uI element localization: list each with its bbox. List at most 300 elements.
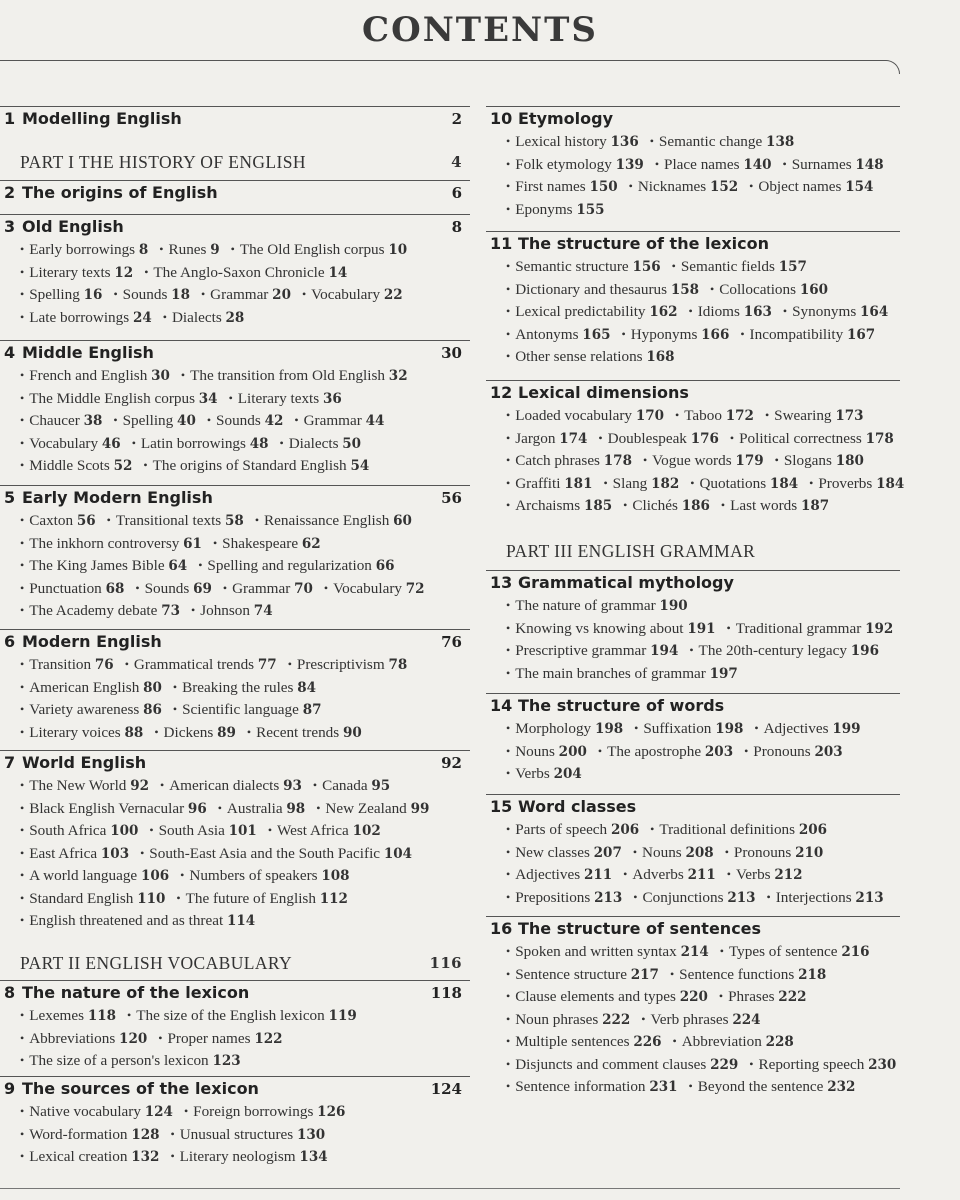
- topic-entry: [20, 1103, 173, 1120]
- topic-title: Last words: [730, 497, 798, 514]
- topic-page-number: 197: [709, 665, 738, 682]
- topic-entry: [173, 701, 322, 718]
- chapter-title: World English: [22, 753, 147, 772]
- chapter-number: 9: [4, 1079, 16, 1098]
- topic-page-number: 136: [610, 134, 639, 150]
- topic-entry: [191, 602, 273, 619]
- topic-title: Spoken and written syntax: [515, 943, 677, 960]
- topic-title: English threatened and as threat: [29, 912, 224, 929]
- topic-row: [506, 131, 900, 154]
- topic-row: [506, 1076, 900, 1099]
- bullet-icon: •: [180, 868, 185, 882]
- topic-entry: [163, 309, 245, 326]
- bullet-icon: •: [506, 721, 511, 735]
- topic-entry: [316, 800, 429, 817]
- bullet-icon: •: [20, 413, 25, 427]
- bullet-icon: •: [688, 304, 693, 318]
- topic-title: American dialects: [169, 777, 280, 794]
- topic-page-number: 106: [140, 868, 170, 884]
- topic-title: A world language: [29, 867, 138, 884]
- bullet-icon: •: [506, 743, 511, 758]
- bullet-icon: •: [506, 156, 511, 171]
- topic-title: Literary voices: [29, 723, 121, 741]
- topic-page-number: 68: [105, 580, 125, 597]
- topic-entry: [20, 845, 129, 862]
- bullet-icon: •: [124, 657, 129, 671]
- bullet-icon: •: [20, 603, 25, 617]
- chapter-number: 14: [490, 696, 513, 715]
- topic-title: Lexical predictability: [515, 303, 646, 320]
- topic-row: [506, 346, 900, 369]
- topic-row: [506, 663, 900, 686]
- topic-title: Variety awareness: [29, 701, 140, 718]
- bullet-icon: •: [749, 179, 754, 193]
- chapter-title: The structure of sentences: [518, 919, 762, 938]
- topic-title: Loaded vocabulary: [515, 407, 633, 424]
- topic-entry: [20, 777, 149, 794]
- chapter-heading: [0, 215, 470, 239]
- bullet-icon: •: [675, 408, 680, 422]
- topic-title: Object names: [758, 178, 842, 195]
- topic-page-number: 203: [814, 743, 843, 760]
- topic-title: Adjectives: [515, 866, 581, 883]
- topic-entry: [673, 1033, 794, 1050]
- topic-page-number: 22: [383, 287, 403, 303]
- topic-title: Runes: [168, 241, 207, 258]
- bullet-icon: •: [628, 179, 633, 193]
- topic-page-number: 186: [681, 498, 710, 514]
- topic-page-number: 229: [710, 1056, 739, 1073]
- topic-entry: [268, 822, 381, 839]
- topic-page-number: 103: [100, 845, 130, 862]
- bullet-icon: •: [316, 800, 321, 815]
- topic-entry: [20, 580, 124, 597]
- topic-page-number: 50: [342, 435, 362, 452]
- topic-title: Political correctness: [739, 429, 862, 447]
- bullet-icon: •: [506, 1011, 511, 1026]
- chapter-title: The structure of words: [518, 696, 725, 715]
- topic-page-number: 86: [143, 702, 162, 718]
- topic-title: Multiple sentences: [515, 1033, 630, 1050]
- bullet-icon: •: [158, 1030, 163, 1045]
- topic-entry: [725, 844, 824, 861]
- topic-page-number: 118: [87, 1008, 117, 1024]
- topic-title: Chaucer: [29, 412, 80, 429]
- topic-page-number: 174: [559, 430, 588, 447]
- topic-row: [20, 455, 470, 478]
- topic-page-number: 130: [296, 1126, 326, 1143]
- topic-page-number: 211: [583, 867, 613, 883]
- topic-entry: [629, 178, 739, 195]
- topic-page-number: 152: [709, 179, 739, 195]
- topic-title: Knowing vs knowing about: [515, 619, 684, 637]
- bullet-icon: •: [176, 890, 181, 905]
- topic-entry: [20, 679, 162, 696]
- topic-entry: [171, 1126, 326, 1143]
- bullet-icon: •: [782, 304, 788, 318]
- topic-page-number: 138: [766, 134, 795, 150]
- topic-row: [506, 1054, 900, 1077]
- bullet-icon: •: [279, 435, 284, 450]
- chapter-page-number: 92: [441, 754, 462, 772]
- topic-title: Unusual structures: [179, 1125, 294, 1143]
- bullet-icon: •: [20, 287, 25, 301]
- topic-page-number: 191: [687, 620, 716, 637]
- topic-entry: [20, 1126, 160, 1143]
- bullet-icon: •: [688, 1079, 693, 1093]
- topic-row: [506, 618, 900, 641]
- topic-title: Caxton: [29, 512, 74, 529]
- bullet-icon: •: [749, 1056, 754, 1071]
- topic-page-number: 20: [272, 287, 291, 303]
- topic-row: [506, 199, 900, 222]
- topic-row: [506, 495, 900, 518]
- chapter-block: [486, 794, 900, 909]
- bullet-icon: •: [641, 1011, 646, 1026]
- topic-page-number: 165: [582, 326, 611, 343]
- bullet-icon: •: [506, 844, 511, 859]
- bullet-icon: •: [506, 326, 511, 341]
- topic-title: Renaissance English: [264, 512, 390, 529]
- chapter-number: 13: [490, 573, 513, 592]
- topic-entry: [158, 1030, 282, 1047]
- topic-title: The King James Bible: [29, 557, 165, 574]
- topic-page-number: 168: [646, 349, 675, 365]
- topic-entry: [125, 656, 277, 673]
- bullet-icon: •: [206, 413, 212, 427]
- bullet-icon: •: [506, 643, 511, 657]
- topic-entry: [623, 866, 716, 883]
- topic-title: The transition from Old English: [190, 367, 385, 384]
- topic-page-number: 101: [228, 823, 257, 839]
- bullet-icon: •: [170, 1126, 175, 1141]
- topic-title: Nouns: [515, 742, 555, 760]
- topic-page-number: 156: [632, 259, 661, 275]
- chapter-title: Early Modern English: [22, 488, 213, 507]
- bullet-icon: •: [20, 242, 25, 256]
- topic-entry: [506, 1033, 662, 1050]
- topic-title: Punctuation: [29, 579, 102, 597]
- bullet-icon: •: [323, 580, 329, 595]
- chapter-heading: [486, 795, 900, 819]
- bullet-icon: •: [633, 889, 638, 904]
- topic-page-number: 28: [225, 309, 245, 326]
- topic-title: Traditional definitions: [659, 821, 796, 838]
- topic-entry: [655, 156, 772, 173]
- bullet-icon: •: [726, 620, 731, 635]
- chapter-number: 12: [490, 383, 513, 402]
- topic-page-number: 158: [670, 281, 700, 298]
- bullet-icon: •: [20, 679, 25, 694]
- bullet-icon: •: [506, 966, 511, 981]
- topic-page-number: 99: [410, 800, 430, 817]
- topic-title: Catch phrases: [515, 452, 600, 469]
- topic-list: [486, 256, 900, 369]
- topic-page-number: 12: [114, 264, 134, 281]
- topic-page-number: 100: [110, 823, 139, 839]
- bullet-icon: •: [774, 453, 779, 467]
- topic-title: Suffixation: [643, 720, 712, 737]
- topic-title: Slogans: [783, 452, 832, 469]
- topic-entry: [672, 258, 807, 275]
- topic-page-number: 199: [832, 721, 861, 737]
- topic-list: [486, 131, 900, 221]
- topic-title: Recent trends: [256, 723, 340, 741]
- topic-row: [20, 1050, 470, 1073]
- topic-entry: [506, 281, 699, 298]
- topic-entry: [754, 720, 860, 737]
- topic-title: Verbs: [736, 866, 771, 883]
- topic-title: Grammar: [232, 579, 291, 597]
- topic-row: [20, 284, 470, 307]
- topic-entry: [20, 724, 143, 741]
- bullet-icon: •: [782, 156, 787, 171]
- topic-title: Black English Vernacular: [29, 799, 185, 817]
- topic-entry: [765, 407, 864, 424]
- topic-title: Dialects: [288, 434, 339, 452]
- chapter-page-number: 4: [451, 153, 462, 171]
- topic-entry: [506, 720, 623, 737]
- topic-entry: [506, 765, 582, 782]
- bullet-icon: •: [650, 822, 655, 836]
- chapter-page-number: 8: [451, 218, 462, 236]
- topic-list: [0, 239, 470, 329]
- topic-title: Adverbs: [632, 866, 684, 883]
- bullet-icon: •: [198, 558, 203, 572]
- topic-title: Semantic structure: [515, 258, 629, 275]
- topic-page-number: 74: [253, 603, 273, 619]
- topic-page-number: 196: [850, 643, 879, 659]
- topic-page-number: 150: [589, 179, 618, 195]
- topic-entry: [650, 821, 827, 838]
- topic-page-number: 178: [603, 453, 632, 469]
- topic-entry: [20, 557, 187, 574]
- bullet-icon: •: [217, 800, 222, 815]
- topic-entry: [313, 777, 390, 794]
- topic-entry: [160, 777, 302, 794]
- bullet-icon: •: [20, 580, 25, 595]
- topic-title: Proper names: [167, 1029, 251, 1047]
- topic-entry: [20, 1007, 116, 1024]
- topic-title: Vocabulary: [29, 434, 99, 452]
- topic-title: Transition: [29, 656, 92, 673]
- topic-title: Dictionary and thesaurus: [515, 280, 668, 298]
- topic-page-number: 30: [151, 368, 170, 384]
- topic-entry: [20, 1030, 147, 1047]
- topic-page-number: 200: [558, 743, 587, 760]
- topic-list: [486, 595, 900, 685]
- topic-page-number: 80: [143, 679, 162, 696]
- topic-page-number: 208: [685, 844, 714, 861]
- topic-entry: [689, 642, 879, 659]
- chapter-block: [0, 214, 470, 329]
- topic-page-number: 167: [846, 326, 876, 343]
- chapter-heading: [486, 571, 900, 595]
- topic-page-number: 213: [594, 889, 623, 906]
- topic-page-number: 231: [649, 1079, 678, 1095]
- topic-list: [0, 1005, 470, 1073]
- topic-title: Incompatibility: [749, 325, 844, 343]
- topic-page-number: 114: [227, 913, 256, 929]
- topic-page-number: 60: [393, 513, 412, 529]
- topic-page-number: 8: [138, 242, 149, 258]
- bullet-icon: •: [710, 281, 715, 296]
- topic-title: Literary texts: [29, 263, 111, 281]
- bullet-icon: •: [506, 179, 511, 193]
- topic-row: [20, 775, 470, 798]
- topic-title: Pronouns: [753, 742, 811, 760]
- topic-row: [506, 256, 900, 279]
- topic-page-number: 206: [610, 822, 640, 838]
- topic-entry: [20, 390, 218, 407]
- topic-page-number: 163: [743, 304, 772, 320]
- topic-page-number: 70: [294, 580, 313, 597]
- topic-entry: [20, 435, 121, 452]
- bullet-icon: •: [160, 778, 165, 792]
- topic-entry: [506, 620, 716, 637]
- topic-page-number: 38: [83, 413, 103, 429]
- topic-title: The Anglo-Saxon Chronicle: [153, 263, 325, 281]
- bullet-icon: •: [127, 1008, 132, 1022]
- topic-entry: [675, 407, 754, 424]
- chapter-block: [486, 916, 900, 1099]
- topic-title: Archaisms: [515, 497, 581, 514]
- bullet-icon: •: [20, 390, 25, 405]
- topic-entry: [20, 800, 207, 817]
- topic-title: Sounds: [144, 579, 190, 597]
- bullet-icon: •: [506, 134, 511, 148]
- bullet-icon: •: [159, 242, 164, 256]
- topic-entry: [132, 435, 269, 452]
- topic-title: Native vocabulary: [29, 1103, 141, 1120]
- topic-entry: [213, 535, 321, 552]
- topic-entry: [506, 133, 639, 150]
- topic-page-number: 230: [868, 1056, 897, 1073]
- topic-row: [20, 1146, 470, 1169]
- topic-list: [0, 775, 470, 933]
- part-title: PART III ENGLISH GRAMMAR: [506, 541, 756, 561]
- topic-entry: [201, 286, 291, 303]
- topic-row: [20, 578, 470, 601]
- chapter-number: 7: [4, 753, 16, 772]
- topic-row: [506, 964, 900, 987]
- chapter-heading: [486, 232, 900, 256]
- topic-page-number: 187: [800, 498, 830, 514]
- topic-title: Spelling: [122, 412, 174, 429]
- bullet-icon: •: [183, 1104, 189, 1118]
- bullet-icon: •: [654, 156, 660, 171]
- topic-title: Jargon: [515, 429, 556, 447]
- topic-entry: [506, 497, 612, 514]
- topic-page-number: 93: [283, 778, 302, 794]
- bullet-icon: •: [506, 453, 511, 467]
- topic-page-number: 192: [865, 620, 894, 637]
- topic-title: Johnson: [200, 602, 250, 619]
- bullet-icon: •: [506, 408, 511, 422]
- bullet-icon: •: [621, 326, 626, 341]
- chapter-title: Etymology: [518, 109, 614, 128]
- chapter-block: [486, 380, 905, 518]
- topic-row: [20, 843, 470, 866]
- chapter-heading: [486, 694, 900, 718]
- bullet-icon: •: [200, 287, 206, 301]
- topic-page-number: 61: [183, 535, 202, 552]
- topic-page-number: 148: [855, 156, 884, 173]
- topic-entry: [633, 844, 714, 861]
- topic-row: [506, 279, 900, 302]
- topic-page-number: 162: [649, 304, 678, 320]
- chapter-number: 2: [4, 183, 16, 202]
- bullet-icon: •: [135, 580, 140, 595]
- topic-title: Sounds: [216, 412, 261, 429]
- topic-page-number: 84: [297, 679, 317, 696]
- bullet-icon: •: [20, 368, 25, 382]
- topic-page-number: 132: [131, 1149, 160, 1165]
- topic-page-number: 178: [865, 430, 894, 447]
- chapter-heading: [0, 107, 470, 131]
- bullet-icon: •: [642, 453, 648, 467]
- bullet-icon: •: [632, 844, 638, 859]
- bullet-icon: •: [506, 822, 511, 836]
- topic-title: Scientific language: [182, 701, 299, 718]
- topic-entry: [229, 390, 342, 407]
- topic-row: [20, 533, 470, 556]
- chapter-page-number: 76: [441, 633, 462, 651]
- topic-title: Vogue words: [652, 452, 732, 469]
- bullet-icon: •: [20, 702, 25, 716]
- bullet-icon: •: [154, 724, 159, 739]
- bullet-icon: •: [106, 513, 111, 527]
- topic-title: Synonyms: [792, 303, 857, 320]
- bullet-icon: •: [729, 430, 735, 445]
- topic-title: Noun phrases: [515, 1010, 599, 1028]
- topic-title: South Asia: [158, 822, 225, 839]
- topic-page-number: 211: [687, 867, 716, 883]
- topic-page-number: 182: [651, 475, 680, 492]
- topic-title: The Old English corpus: [239, 241, 385, 258]
- topic-entry: [506, 821, 639, 838]
- topic-entry: [20, 241, 148, 258]
- part-title: PART I THE HISTORY OF ENGLISH: [20, 152, 306, 172]
- chapter-block: [0, 750, 470, 933]
- topic-list: [0, 1101, 470, 1169]
- bullet-icon: •: [623, 867, 628, 881]
- topic-list: [486, 718, 900, 786]
- topic-title: Sentence information: [515, 1078, 646, 1095]
- topic-row: [506, 176, 900, 199]
- topic-entry: [140, 845, 412, 862]
- page-title: CONTENTS: [362, 10, 598, 50]
- topic-entry: [727, 866, 803, 883]
- bullet-icon: •: [764, 408, 770, 422]
- chapter-page-number: 30: [441, 344, 462, 362]
- topic-row: [20, 365, 470, 388]
- topic-title: Grammar: [210, 286, 269, 303]
- chapter-block: [0, 106, 470, 131]
- topic-page-number: 222: [778, 989, 807, 1005]
- topic-page-number: 224: [732, 1011, 761, 1028]
- topic-page-number: 95: [371, 778, 391, 794]
- chapter-number: 8: [4, 983, 16, 1002]
- topic-page-number: 40: [177, 413, 196, 429]
- topic-page-number: 76: [94, 657, 114, 673]
- topic-entry: [506, 743, 587, 760]
- topic-list: [486, 405, 905, 518]
- topic-page-number: 128: [131, 1126, 160, 1143]
- bullet-icon: •: [222, 580, 228, 595]
- topic-page-number: 166: [701, 326, 730, 343]
- bullet-icon: •: [20, 724, 25, 739]
